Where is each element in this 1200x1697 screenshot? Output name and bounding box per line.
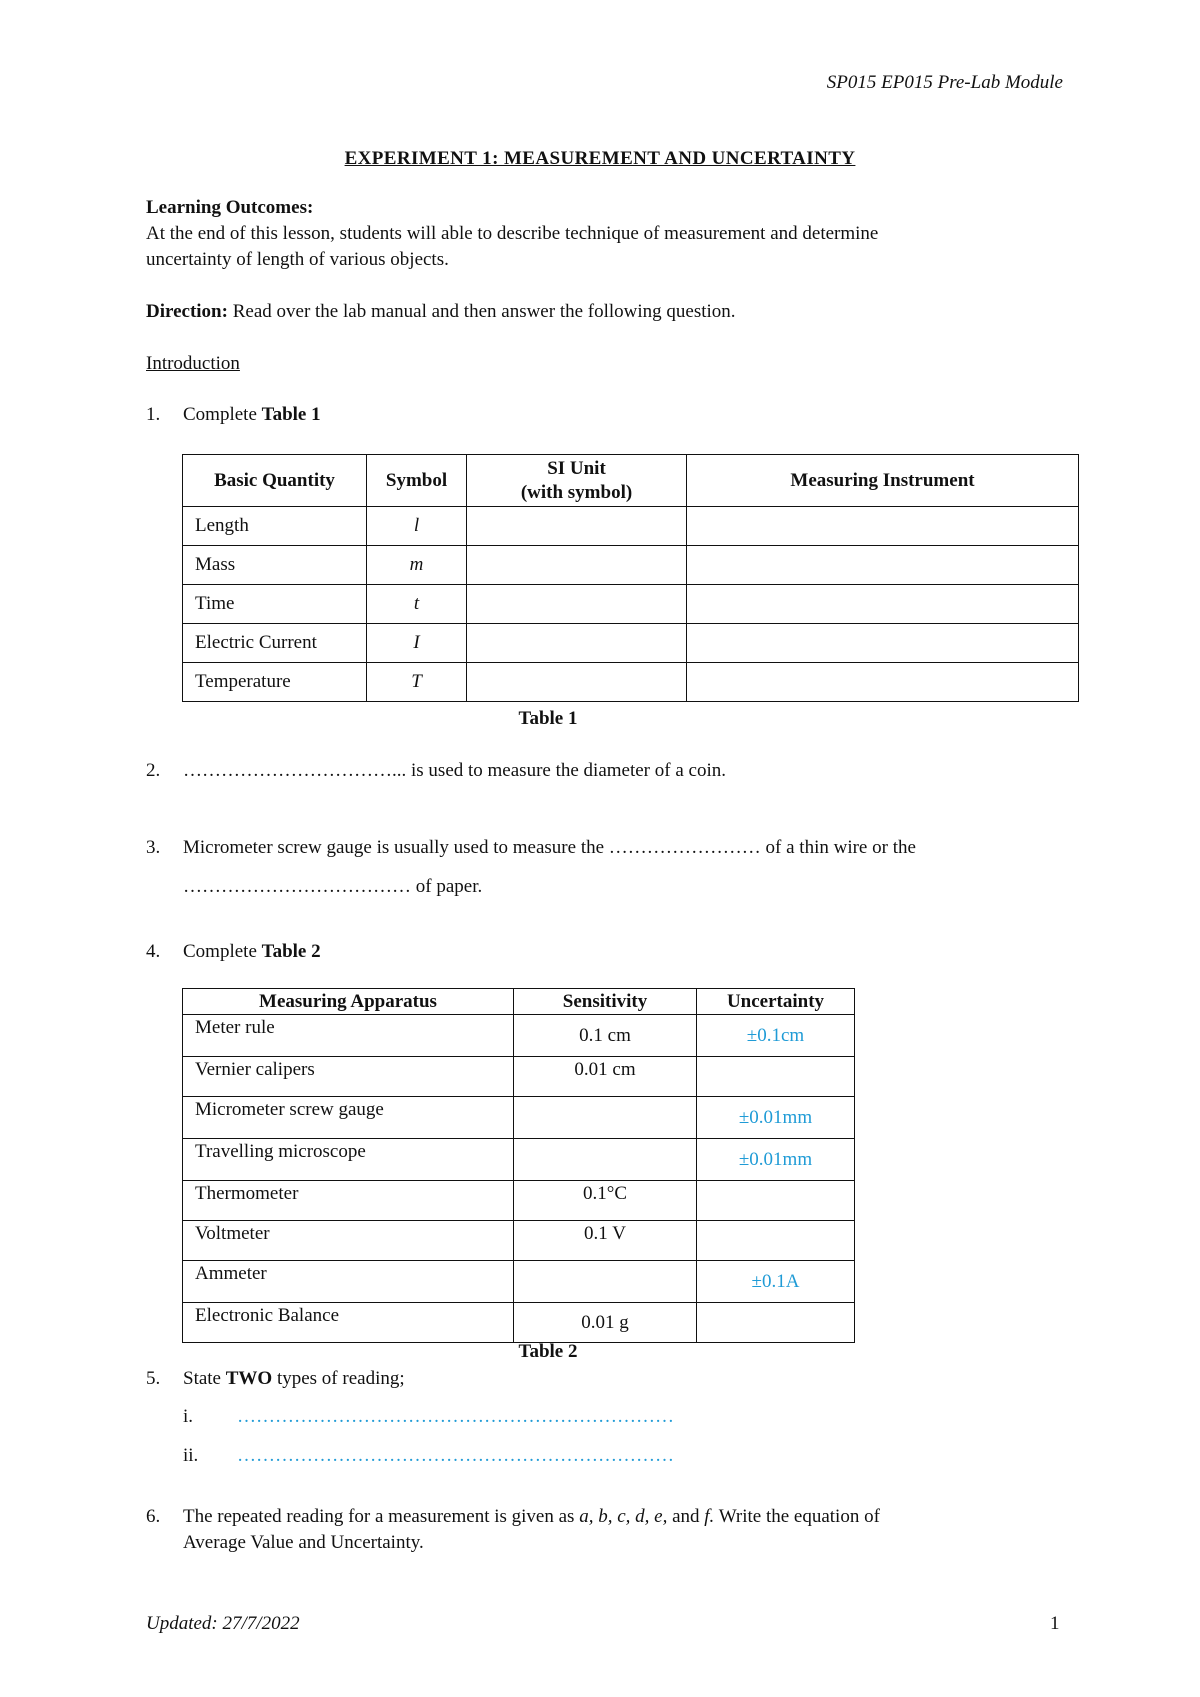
q5-answer-line[interactable]: …………………………………………………………… [237,1445,674,1466]
t1-quantity: Temperature [183,663,367,702]
t2-apparatus: Thermometer [183,1181,514,1221]
t1-instrument-blank[interactable] [687,624,1079,663]
t1-header-symbol: Symbol [367,455,467,507]
table-row [183,1139,855,1181]
t2-uncertainty[interactable] [697,1057,855,1097]
section-introduction: Introduction [146,353,240,374]
t2-sensitivity: 0.1°C [514,1181,697,1221]
t2-sensitivity[interactable] [514,1097,697,1139]
t1-quantity: Mass [183,546,367,585]
t1-quantity: Time [183,585,367,624]
q5-item-number: ii. [183,1445,199,1466]
table-row [183,546,1079,585]
t1-symbol: t [367,585,467,624]
t2-uncertainty[interactable] [697,1181,855,1221]
q3-line1: Micrometer screw gauge is usually used to measure the …………………… of a thin wire or the [183,837,916,858]
t1-header-unit-line1: SI Unit [547,457,606,479]
t2-uncertainty[interactable] [697,1303,855,1343]
t2-sensitivity: 0.01 cm [514,1057,697,1097]
q6-vars: a, b, c, d, e, [579,1506,668,1527]
table-row [183,1057,855,1097]
t2-header-apparatus: Measuring Apparatus [183,989,514,1015]
t2-uncertainty: ±0.01mm [697,1139,855,1181]
t2-uncertainty: ±0.1cm [697,1015,855,1057]
q5-text-b: types of reading; [272,1368,405,1389]
footer-updated: Updated: 27/7/2022 [146,1613,300,1634]
q5-text-a: State [183,1368,226,1389]
t1-instrument-blank[interactable] [687,507,1079,546]
direction-label: Direction: [146,301,228,322]
table-row [183,663,1079,702]
q1-number: 1. [146,404,161,425]
t2-apparatus: Meter rule [183,1015,514,1057]
t2-uncertainty: ±0.01mm [697,1097,855,1139]
table-1-caption: Table 1 [518,708,578,729]
q3-number: 3. [146,837,161,858]
learning-outcomes-line2: uncertainty of length of various objects. [146,249,449,270]
t1-unit-blank[interactable] [467,663,687,702]
t1-symbol: m [367,546,467,585]
t1-instrument-blank[interactable] [687,546,1079,585]
q6-line2: Average Value and Uncertainty. [183,1532,424,1553]
table-row [183,1221,855,1261]
page-header: SP015 EP015 Pre-Lab Module [826,72,1063,93]
q6-text-b: and [667,1506,705,1527]
table-1 [182,454,1079,702]
t2-apparatus: Vernier calipers [183,1057,514,1097]
q4-text [183,941,321,963]
t2-sensitivity: 0.1 V [514,1221,697,1261]
t1-header-quantity: Basic Quantity [183,455,367,507]
table-2-caption: Table 2 [518,1341,578,1362]
q3-line2: ……………………………… of paper. [183,876,483,897]
t2-header-uncertainty: Uncertainty [697,989,855,1015]
t2-apparatus: Voltmeter [183,1221,514,1261]
learning-outcomes-line1: At the end of this lesson, students will able to describe technique of measurement and determine [146,223,879,244]
t2-sensitivity[interactable] [514,1139,697,1181]
t1-unit-blank[interactable] [467,546,687,585]
q6-text-a: The repeated reading for a measurement is given as [183,1506,580,1527]
t2-sensitivity: 0.01 g [514,1303,697,1343]
t1-symbol: l [367,507,467,546]
direction-text: Read over the lab manual and then answer the following question. [227,301,736,322]
t1-unit-blank[interactable] [467,585,687,624]
q2-text: ……………………………... is used to measure the diameter of a coin. [183,760,726,781]
table-row [183,1303,855,1343]
q6-number: 6. [146,1506,161,1527]
table-row [183,585,1079,624]
t2-apparatus: Travelling microscope [183,1139,514,1181]
q1-table-ref: Table 1 [261,404,321,425]
t2-header-sensitivity: Sensitivity [514,989,697,1015]
table-row [183,1181,855,1221]
page-title: EXPERIMENT 1: MEASUREMENT AND UNCERTAINTY [344,148,856,169]
q6-text-c: Write the equation of [714,1506,880,1527]
table-row [183,1097,855,1139]
t2-uncertainty: ±0.1A [697,1261,855,1303]
t1-unit-blank[interactable] [467,624,687,663]
t2-apparatus: Electronic Balance [183,1303,514,1343]
q4-table-ref: Table 2 [261,941,321,962]
table-row [183,624,1079,663]
t1-instrument-blank[interactable] [687,663,1079,702]
t1-header-unit-line2: (with symbol) [520,481,633,503]
q6-var-f: f. [704,1506,715,1527]
t2-uncertainty[interactable] [697,1221,855,1261]
q1-text [183,404,321,426]
q5-bold: TWO [225,1368,273,1389]
t1-symbol: T [367,663,467,702]
q5-number: 5. [146,1368,161,1389]
q2-number: 2. [146,760,161,781]
t1-header-unit [467,455,687,507]
t1-symbol: I [367,624,467,663]
q4-number: 4. [146,941,161,962]
q4-label: Complete [183,941,262,962]
t1-header-instrument: Measuring Instrument [687,455,1079,507]
t2-sensitivity[interactable] [514,1261,697,1303]
table-row [183,507,1079,546]
page-number: 1 [1050,1613,1060,1634]
table-row [183,1015,855,1057]
t1-quantity: Electric Current [183,624,367,663]
t2-apparatus: Micrometer screw gauge [183,1097,514,1139]
q1-label: Complete [183,404,262,425]
q5-item-number: i. [183,1406,194,1427]
table-row [183,1261,855,1303]
learning-outcomes-label: Learning Outcomes: [146,197,314,218]
q6-line1 [183,1506,880,1528]
t2-apparatus: Ammeter [183,1261,514,1303]
direction [146,301,736,323]
table-2 [182,988,855,1343]
t1-quantity: Length [183,507,367,546]
q5-text [183,1368,405,1390]
t2-sensitivity: 0.1 cm [514,1015,697,1057]
t1-instrument-blank[interactable] [687,585,1079,624]
t1-unit-blank[interactable] [467,507,687,546]
q5-answer-line[interactable]: …………………………………………………………… [237,1406,674,1427]
